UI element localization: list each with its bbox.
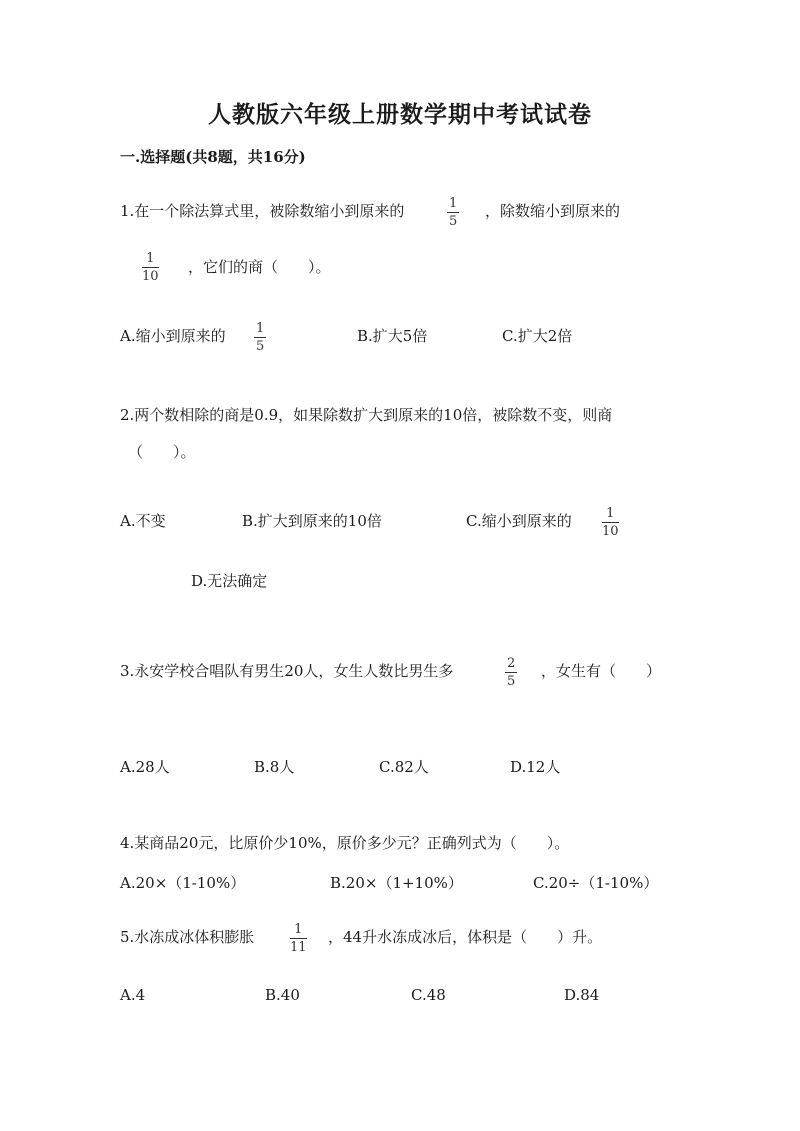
- question-1-text-c: ，它们的商（ ）。: [188, 258, 331, 276]
- question-3-option-d: D.12人: [510, 758, 561, 776]
- question-3-text-a: 3.永安学校合唱队有男生20人，女生人数比男生多: [120, 662, 454, 680]
- question-1-option-a: A.缩小到原来的: [120, 327, 226, 345]
- question-2-line-2: （ ）。: [128, 443, 196, 461]
- question-1-fraction-1: [447, 197, 459, 228]
- question-2-option-b: B.扩大到原来的10倍: [242, 512, 382, 530]
- question-2-option-a: A.不变: [120, 512, 166, 530]
- fraction-denominator: 10: [602, 524, 619, 539]
- fraction-denominator: 5: [507, 674, 516, 689]
- question-3-option-c: C.82人: [379, 758, 429, 776]
- question-3-option-a: A.28人: [120, 758, 170, 776]
- question-1-option-a-fraction: [254, 322, 266, 353]
- fraction-numerator: 1: [146, 251, 155, 266]
- question-5-text-b: ，44升水冻成冰后，体积是（ ）升。: [328, 928, 603, 946]
- fraction-numerator: 1: [256, 321, 265, 336]
- question-1-option-b: B.扩大5倍: [357, 327, 428, 345]
- question-2-option-c-fraction: [602, 507, 619, 538]
- fraction-denominator: 11: [290, 940, 307, 955]
- fraction-numerator: 1: [294, 922, 303, 937]
- question-5-option-b: B.40: [265, 986, 300, 1004]
- question-2-option-d: D.无法确定: [191, 572, 268, 590]
- question-1-fraction-2: [142, 252, 159, 283]
- fraction-numerator: 2: [507, 656, 516, 671]
- question-4-option-b: B.20×（1+10%）: [330, 874, 463, 892]
- question-4-option-c: C.20÷（1-10%）: [533, 874, 659, 892]
- question-1-text-a: 1.在一个除法算式里，被除数缩小到原来的: [120, 202, 405, 220]
- fraction-denominator: 5: [449, 214, 458, 229]
- question-2-option-c: C.缩小到原来的: [466, 512, 572, 530]
- question-4-text: 4.某商品20元，比原价少10%，原价多少元？正确列式为（ ）。: [120, 834, 570, 852]
- question-1-option-c: C.扩大2倍: [502, 327, 573, 345]
- question-5-fraction: [290, 923, 307, 954]
- question-5-option-d: D.84: [564, 986, 600, 1004]
- question-3-text-b: ，女生有（ ）: [541, 662, 662, 680]
- question-3-fraction: [505, 657, 517, 688]
- question-3-option-b: B.8人: [254, 758, 295, 776]
- fraction-denominator: 10: [142, 269, 159, 284]
- fraction-denominator: 5: [256, 339, 265, 354]
- question-2-line-1: 2.两个数相除的商是0.9，如果除数扩大到原来的10倍，被除数不变，则商: [120, 406, 613, 424]
- question-4-option-a: A.20×（1-10%）: [120, 874, 246, 892]
- fraction-numerator: 1: [449, 196, 458, 211]
- page-title: 人教版六年级上册数学期中考试试卷: [208, 101, 592, 128]
- question-5-option-c: C.48: [411, 986, 446, 1004]
- fraction-numerator: 1: [606, 506, 615, 521]
- question-1-text-b: ，除数缩小到原来的: [485, 202, 621, 220]
- question-5-option-a: A.4: [120, 986, 146, 1004]
- section-heading: 一.选择题(共8题，共16分): [120, 148, 306, 166]
- question-5-text-a: 5.水冻成冰体积膨胀: [120, 928, 255, 946]
